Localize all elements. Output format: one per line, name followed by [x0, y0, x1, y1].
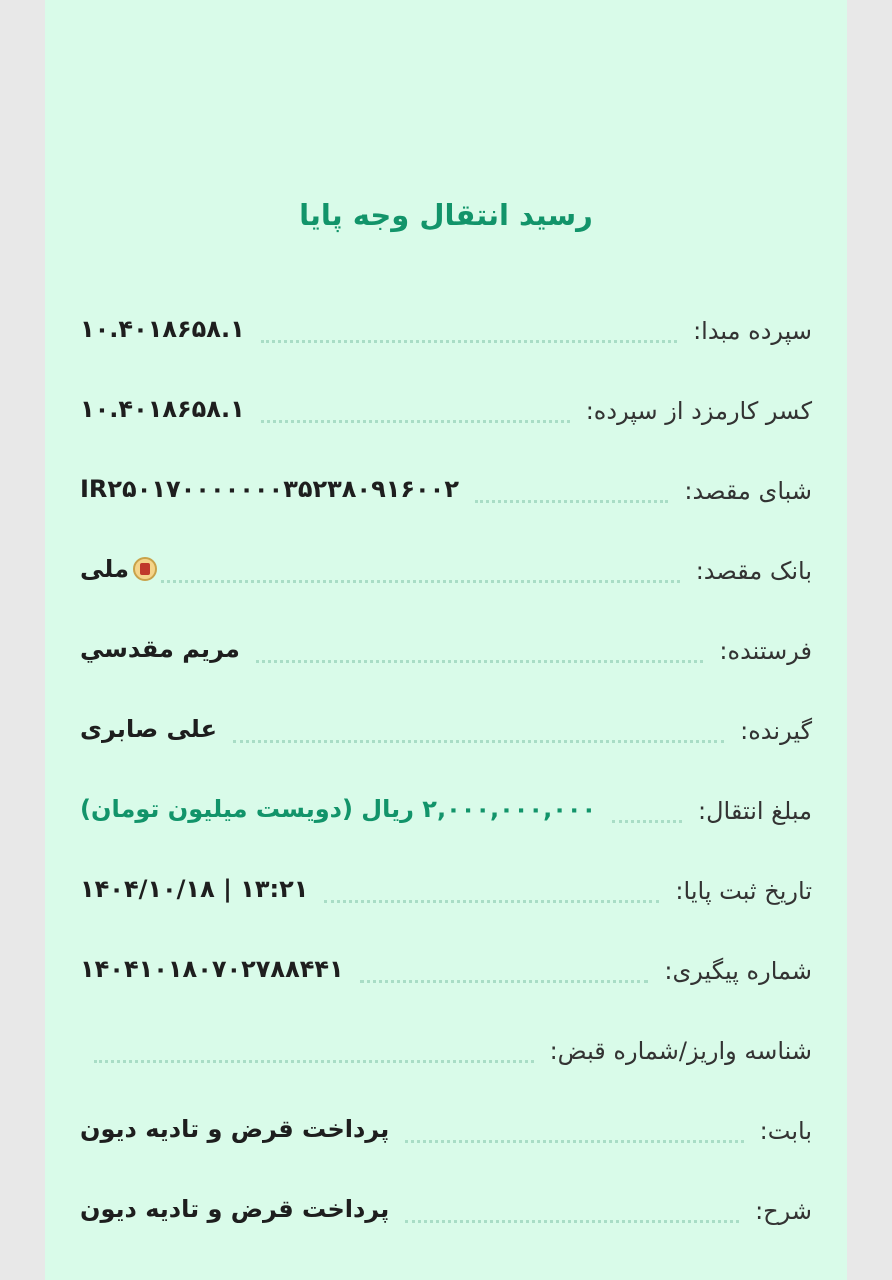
- row-deposit-id: [80, 1020, 812, 1070]
- transfer-amount-label: مبلغ انتقال:: [697, 797, 812, 825]
- description-value: پرداخت قرض و تادیه دیون: [80, 1195, 390, 1223]
- row-sender: [80, 620, 812, 670]
- row-fee-account: [80, 380, 812, 430]
- tracking-number-label: شماره پیگیری:: [664, 957, 812, 985]
- receiver-label: گیرنده:: [740, 717, 812, 745]
- paya-date-label: تاریخ ثبت پایا:: [675, 877, 812, 905]
- row-tracking-number: [80, 940, 812, 990]
- receiver-value: علی صابری: [80, 715, 217, 743]
- bank-melli-logo-icon: [133, 557, 157, 581]
- dotted-leader: [360, 978, 649, 983]
- receipt-title: رسید انتقال وجه پایا: [299, 198, 593, 232]
- receipt-card: [45, 0, 847, 1280]
- dotted-leader: [612, 818, 682, 823]
- destination-bank-label: بانک مقصد:: [695, 557, 812, 585]
- dotted-leader: [256, 658, 704, 663]
- description-label: شرح:: [755, 1197, 812, 1225]
- row-paya-date: [80, 860, 812, 910]
- row-destination-bank: [80, 540, 812, 590]
- dotted-leader: [233, 738, 724, 743]
- deposit-id-label: شناسه واریز/شماره قبض:: [549, 1037, 812, 1065]
- row-receiver: [80, 700, 812, 750]
- dotted-leader: [475, 498, 668, 503]
- source-account-label: سپرده مبدا:: [693, 317, 812, 345]
- paya-date-value: ۱۴۰۴/۱۰/۱۸ | ۱۳:۲۱: [80, 875, 309, 903]
- sender-label: فرستنده:: [719, 637, 812, 665]
- row-source-account: [80, 300, 812, 350]
- dotted-leader: [261, 338, 677, 343]
- row-transfer-amount: [80, 780, 812, 830]
- fee-account-label: کسر کارمزد از سپرده:: [585, 397, 812, 425]
- dotted-leader: [324, 898, 659, 903]
- tracking-number-value: ۱۴۰۴۱۰۱۸۰۷۰۲۷۸۸۴۴۱: [80, 955, 344, 983]
- destination-bank-name: ملی: [80, 555, 129, 583]
- destination-bank-value: [80, 554, 157, 590]
- transfer-amount-value: ۲,۰۰۰,۰۰۰,۰۰۰ ریال (دویست میلیون تومان): [80, 795, 597, 823]
- dotted-leader: [405, 1218, 739, 1223]
- destination-sheba-label: شبای مقصد:: [684, 477, 812, 505]
- dotted-leader: [94, 1058, 534, 1063]
- dotted-leader: [405, 1138, 743, 1143]
- reason-label: بابت:: [759, 1117, 812, 1145]
- reason-value: پرداخت قرض و تادیه دیون: [80, 1115, 390, 1143]
- fee-account-value: ۱۰.۴۰۱۸۶۵۸.۱: [80, 395, 245, 423]
- destination-sheba-value: IR۲۵۰۱۷۰۰۰۰۰۰۰۳۵۲۳۸۰۹۱۶۰۰۲: [80, 475, 459, 503]
- row-description: [80, 1180, 812, 1230]
- row-destination-sheba: [80, 460, 812, 510]
- source-account-value: ۱۰.۴۰۱۸۶۵۸.۱: [80, 315, 245, 343]
- row-reason: [80, 1100, 812, 1150]
- dotted-leader: [161, 578, 680, 583]
- dotted-leader: [261, 418, 570, 423]
- sender-value: مریم مقدسي: [80, 635, 240, 663]
